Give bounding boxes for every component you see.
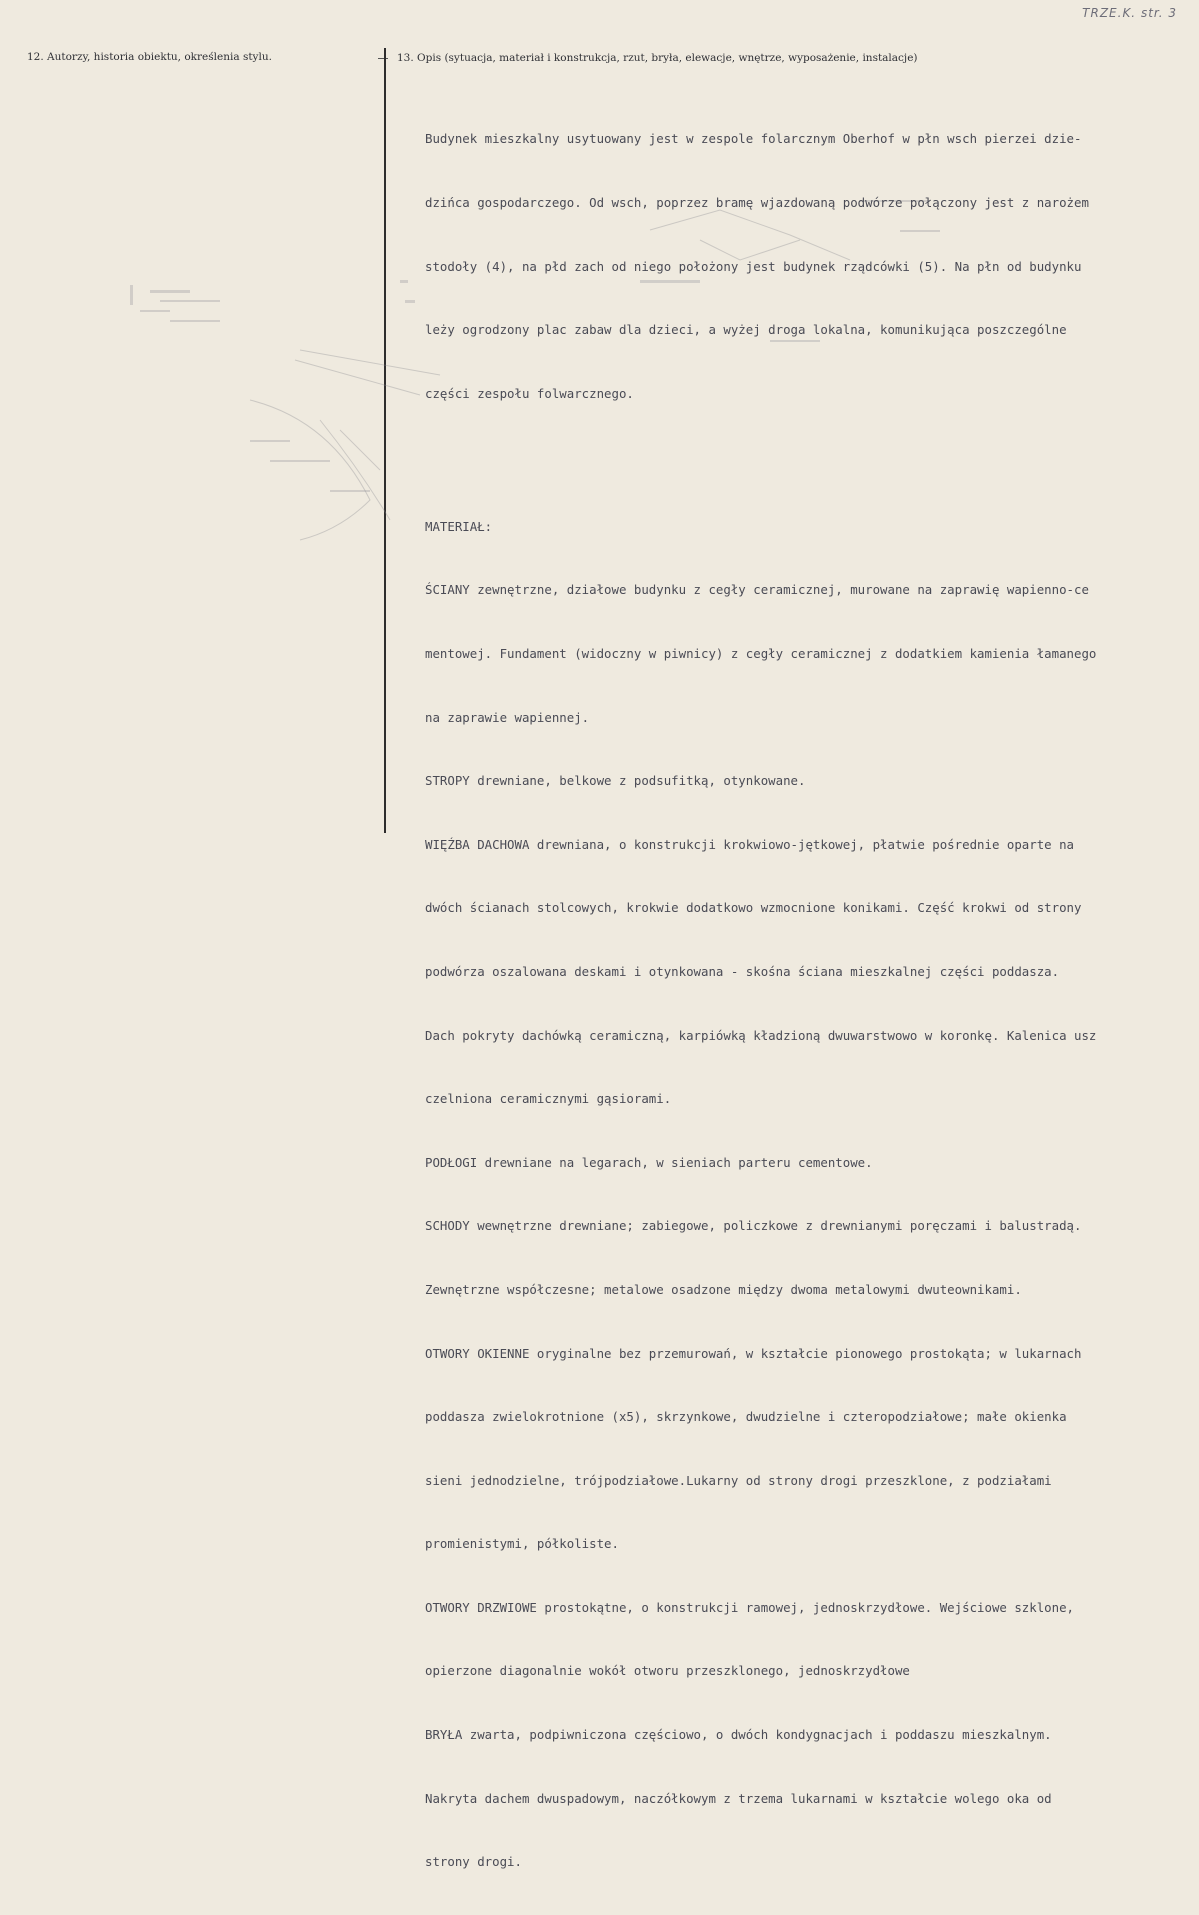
body-line: dwóch ścianach stolcowych, krokwie dodatkowo wzmocnione konikami. Część krokwi od strony [425, 900, 1082, 916]
handwritten-annotation: TRZE.K. str. 3 [1082, 6, 1177, 20]
body-line: leży ogrodzony plac zabaw dla dzieci, a wyżej droga lokalna, komunikująca poszczególne [425, 322, 1067, 338]
body-line: dzińca gospodarczego. Od wsch, poprzez bramę wjazdowaną podwórze połączony jest z narożem [425, 195, 1089, 210]
body-line: strony drogi. [425, 1854, 522, 1870]
column-divider [384, 48, 386, 833]
body-line: OTWORY OKIENNE oryginalne bez przemurowań, w kształcie pionowego prostokąta; w lukarnach [425, 1345, 1082, 1361]
body-line: Dach pokryty dachówką ceramiczną, karpiówką kładzioną dwuwarstwowo w koronkę. Kalenica usz [425, 1027, 1097, 1043]
body-line: stodoły (4), na płd zach od niego położony jest budynek rządcówki (5). Na płn od budynku [425, 258, 1082, 274]
body-line: BRYŁA zwarta, podpiwniczona częściowo, o dwóch kondygnacjach i poddaszu mieszkalnym. [425, 1727, 1052, 1743]
body-line: Nakryta dachem dwuspadowym, naczółkowym z trzema lukarnami w kształcie wolego oka od [425, 1790, 1052, 1806]
body-line: WIĘŹBA DACHOWA drewniana, o konstrukcji krokwiowo-jętkowej, płatwie pośrednie oparte na [425, 836, 1075, 852]
body-line [425, 446, 1165, 473]
body-line: części zespołu folwarcznego. [425, 385, 634, 401]
body-line: PODŁOGI drewniane na legarach, w sieniach parteru cementowe. [425, 1154, 873, 1170]
body-line: SCHODY wewnętrzne drewniane; zabiegowe, policzkowe z drewnianymi poręczami i balustradą. [425, 1218, 1082, 1234]
body-line: OTWORY DRZWIOWE prostokątne, o konstrukcji ramowej, jednoskrzydłowe. Wejściowe szklone, [425, 1599, 1075, 1615]
body-line: na zaprawie wapiennej. [425, 709, 590, 725]
body-line: Budynek mieszkalny usytuowany jest w zespole folarcznym Oberhof w płn wsch pierzei dzie- [425, 131, 1082, 147]
body-line: czelniona ceramicznymi gąsiorami. [425, 1091, 672, 1107]
body-line: opierzone diagonalnie wokół otworu przeszklonego, jednoskrzydłowe [425, 1663, 910, 1679]
body-line: podwórza oszalowana deskami i otynkowana - skośna ściana mieszkalnej części poddasza. [425, 963, 1060, 979]
body-line: MATERIAŁ: [425, 518, 493, 534]
divider-tick [378, 58, 388, 59]
body-line: promienistymi, półkoliste. [425, 1536, 619, 1552]
section-12-heading: 12. Autorzy, historia obiektu, określenia stylu. [27, 51, 272, 63]
description-body [425, 86, 1165, 1915]
body-line: mentowej. Fundament (widoczny w piwnicy) z cegły ceramicznej z dodatkiem kamienia łamanego [425, 645, 1097, 661]
body-line: poddasza zwielokrotnione (x5), skrzynkowe, dwudzielne i czteropodziałowe; małe okienka [425, 1409, 1067, 1425]
body-line: Zewnętrzne współczesne; metalowe osadzone między dwoma metalowymi dwuteownikami. [425, 1281, 1022, 1297]
body-line: ŚCIANY zewnętrzne, działowe budynku z cegły ceramicznej, murowane na zaprawię wapienno-ce [425, 582, 1089, 598]
body-line: sieni jednodzielne, trójpodziałowe.Lukarny od strony drogi przeszklone, z podziałami [425, 1472, 1052, 1488]
body-line: STROPY drewniane, belkowe z podsufitką, otynkowane. [425, 773, 806, 789]
section-13-heading: 13. Opis (sytuacja, materiał i konstrukcja, rzut, bryła, elewacje, wnętrze, wyposażenie, instalacje) [397, 52, 918, 64]
